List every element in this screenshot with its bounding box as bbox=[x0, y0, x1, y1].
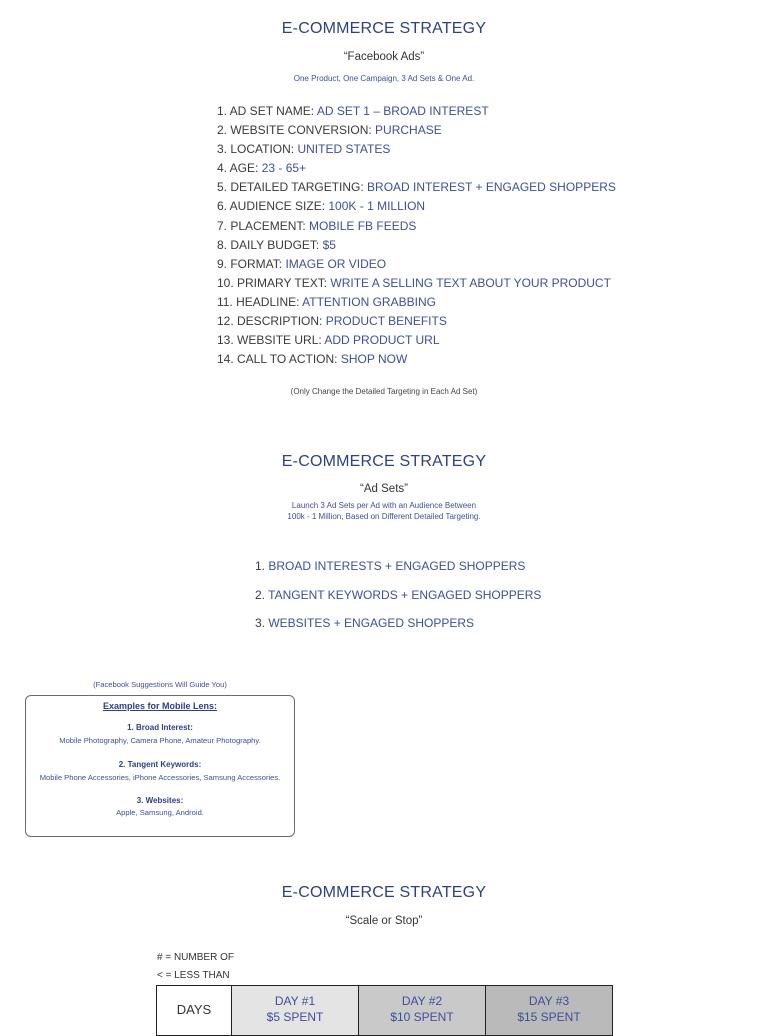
list-item: 3. WEBSITES + ENGAGED SHOPPERS bbox=[255, 616, 475, 630]
list-item: 9. FORMAT: IMAGE OR VIDEO bbox=[217, 256, 387, 271]
section3-title: E-COMMERCE STRATEGY bbox=[281, 884, 487, 901]
list-item: 3. LOCATION: UNITED STATES bbox=[217, 142, 391, 157]
legend-less-than: < = LESS THAN bbox=[157, 970, 230, 981]
day-spent: $5 SPENT bbox=[266, 1010, 324, 1024]
examples-box bbox=[25, 695, 295, 837]
list-item: 4. AGE: 23 - 65+ bbox=[217, 161, 307, 176]
day-spent: $10 SPENT bbox=[390, 1010, 454, 1024]
list-item: 1. BROAD INTERESTS + ENGAGED SHOPPERS bbox=[255, 559, 526, 573]
ad-set-settings-list bbox=[217, 102, 616, 369]
ad-sets-list bbox=[255, 556, 541, 642]
list-item: 11. HEADLINE: ATTENTION GRABBING bbox=[217, 294, 436, 309]
day-2-cell bbox=[359, 986, 486, 1036]
section3-subtitle: “Scale or Stop” bbox=[345, 915, 423, 927]
legend-number-of: # = NUMBER OF bbox=[157, 952, 234, 963]
example-text: Mobile Phone Accessories, iPhone Accessories, Samsung Accessories. bbox=[39, 773, 281, 782]
list-item: 8. DAILY BUDGET: $5 bbox=[217, 237, 336, 252]
suggestion-note: (Facebook Suggestions Will Guide You) bbox=[93, 680, 227, 689]
section2-title: E-COMMERCE STRATEGY bbox=[281, 453, 487, 470]
section1-title: E-COMMERCE STRATEGY bbox=[281, 20, 487, 37]
day-label: DAY #2 bbox=[401, 994, 443, 1008]
section1-tagline: One Product, One Campaign, 3 Ad Sets & One Ad. bbox=[293, 74, 475, 83]
list-item: 13. WEBSITE URL: ADD PRODUCT URL bbox=[217, 333, 440, 348]
example-text: Mobile Photography, Camera Phone, Amateur Photography. bbox=[59, 736, 261, 745]
section1-subtitle: “Facebook Ads” bbox=[343, 51, 425, 63]
examples-heading: Examples for Mobile Lens: bbox=[102, 701, 218, 711]
list-item: 14. CALL TO ACTION: SHOP NOW bbox=[217, 352, 408, 367]
section2-desc-line2: 100k - 1 Million, Based on Different Detailed Targeting. bbox=[287, 512, 481, 521]
day-3-cell bbox=[486, 986, 613, 1036]
list-item: 1. AD SET NAME: AD SET 1 – BROAD INTEREST bbox=[217, 104, 489, 118]
targeting-note: (Only Change the Detailed Targeting in Each Ad Set) bbox=[290, 387, 478, 396]
day-spent: $15 SPENT bbox=[517, 1010, 581, 1024]
list-item: 12. DESCRIPTION: PRODUCT BENEFITS bbox=[217, 314, 447, 329]
days-header-cell: DAYS bbox=[157, 986, 232, 1036]
section2-desc-line1: Launch 3 Ad Sets per Ad with an Audience Between bbox=[291, 501, 477, 510]
list-item: 6. AUDIENCE SIZE: 100K - 1 MILLION bbox=[217, 199, 426, 214]
section2-subtitle: “Ad Sets” bbox=[360, 483, 408, 495]
day-1-cell bbox=[232, 986, 359, 1036]
list-item: 10. PRIMARY TEXT: WRITE A SELLING TEXT ABOUT YOUR PRODUCT bbox=[217, 275, 611, 290]
example-text: Apple, Samsung, Android. bbox=[116, 808, 204, 817]
list-item: 2. WEBSITE CONVERSION: PURCHASE bbox=[217, 123, 442, 138]
scale-or-stop-table bbox=[156, 985, 613, 1036]
example-title: 1. Broad Interest: bbox=[127, 723, 193, 732]
list-item: 5. DETAILED TARGETING: BROAD INTEREST + ENGAGED SHOPPERS bbox=[217, 180, 616, 195]
list-item: 2. TANGENT KEYWORDS + ENGAGED SHOPPERS bbox=[255, 587, 542, 602]
list-item: 7. PLACEMENT: MOBILE FB FEEDS bbox=[217, 218, 417, 233]
day-label: DAY #3 bbox=[528, 994, 570, 1008]
table-row bbox=[157, 986, 613, 1036]
example-title: 3. Websites: bbox=[136, 796, 184, 805]
example-title: 2. Tangent Keywords: bbox=[118, 760, 202, 769]
day-label: DAY #1 bbox=[274, 994, 316, 1008]
